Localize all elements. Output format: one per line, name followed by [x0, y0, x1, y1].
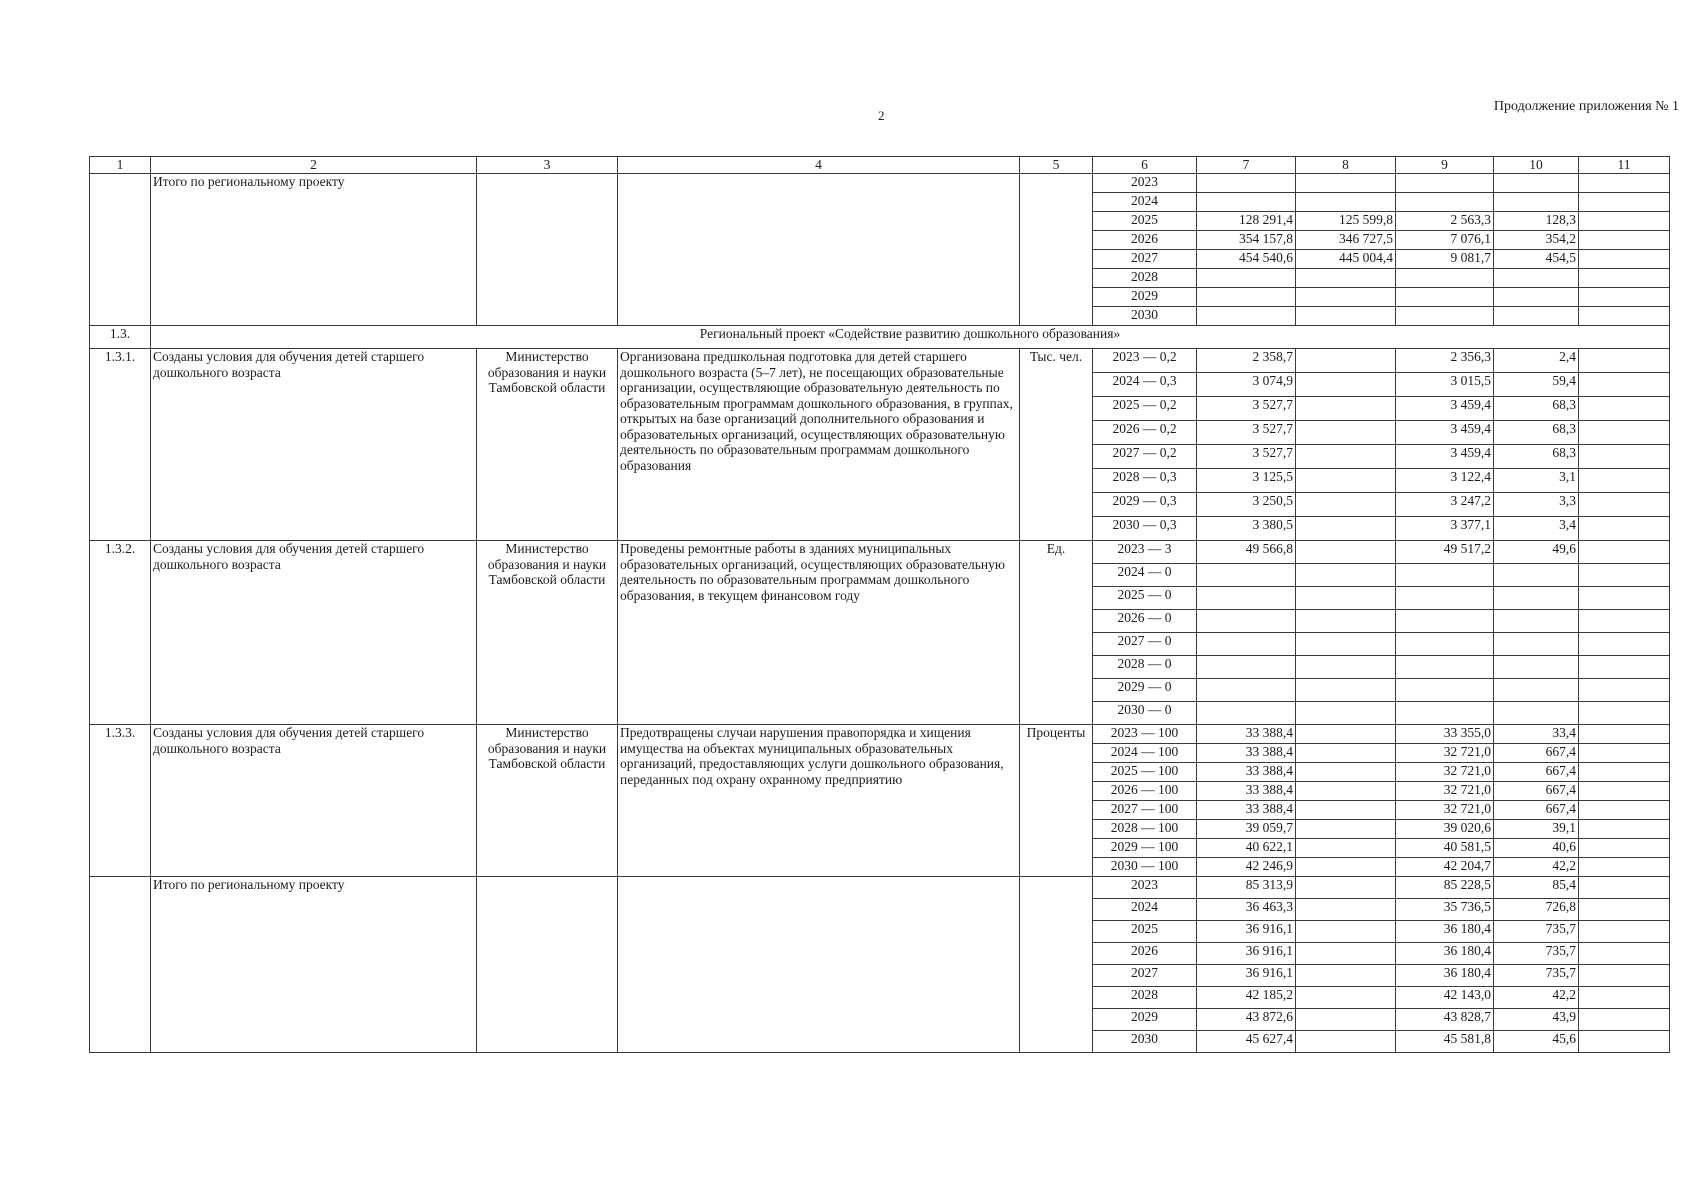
regional-budget-cell — [1396, 587, 1494, 610]
item-executor: Министерство образования и науки Тамбовской области — [477, 541, 618, 725]
federal-budget-cell — [1296, 858, 1396, 877]
item-name: Созданы условия для обучения детей старшего дошкольного возраста — [151, 541, 477, 725]
total-amount-cell: 3 527,7 — [1197, 445, 1296, 469]
column-number-header: 1 — [90, 157, 151, 174]
column-number-header: 5 — [1020, 157, 1093, 174]
table-row — [90, 174, 1670, 193]
regional-budget-cell: 2 563,3 — [1396, 212, 1494, 231]
local-budget-cell — [1494, 269, 1579, 288]
year-indicator-cell: 2023 — 3 — [1093, 541, 1197, 564]
regional-budget-cell: 32 721,0 — [1396, 782, 1494, 801]
local-budget-cell: 49,6 — [1494, 541, 1579, 564]
year-indicator-cell: 2026 — [1093, 231, 1197, 250]
other-sources-cell — [1579, 858, 1670, 877]
federal-budget-cell — [1296, 987, 1396, 1009]
year-indicator-cell: 2030 — 0 — [1093, 702, 1197, 725]
item-result — [618, 877, 1020, 1053]
total-amount-cell: 33 388,4 — [1197, 763, 1296, 782]
federal-budget-cell — [1296, 288, 1396, 307]
other-sources-cell — [1579, 877, 1670, 899]
regional-budget-cell: 3 247,2 — [1396, 493, 1494, 517]
other-sources-cell — [1579, 633, 1670, 656]
year-indicator-cell: 2025 — [1093, 921, 1197, 943]
regional-budget-cell: 49 517,2 — [1396, 541, 1494, 564]
regional-budget-cell — [1396, 633, 1494, 656]
year-indicator-cell: 2030 — 100 — [1093, 858, 1197, 877]
table-row — [90, 349, 1670, 373]
federal-budget-cell — [1296, 839, 1396, 858]
federal-budget-cell — [1296, 656, 1396, 679]
total-amount-cell — [1197, 633, 1296, 656]
year-indicator-cell: 2030 — [1093, 1031, 1197, 1053]
other-sources-cell — [1579, 445, 1670, 469]
year-indicator-cell: 2028 — [1093, 269, 1197, 288]
item-executor — [477, 174, 618, 326]
regional-budget-cell: 3 015,5 — [1396, 373, 1494, 397]
total-amount-cell: 36 916,1 — [1197, 943, 1296, 965]
federal-budget-cell — [1296, 469, 1396, 493]
total-amount-cell — [1197, 564, 1296, 587]
table-body — [90, 174, 1670, 1053]
other-sources-cell — [1579, 193, 1670, 212]
regional-budget-cell: 36 180,4 — [1396, 965, 1494, 987]
federal-budget-cell — [1296, 1009, 1396, 1031]
other-sources-cell — [1579, 899, 1670, 921]
local-budget-cell: 128,3 — [1494, 212, 1579, 231]
regional-budget-cell: 32 721,0 — [1396, 744, 1494, 763]
other-sources-cell — [1579, 610, 1670, 633]
year-indicator-cell: 2027 — 0 — [1093, 633, 1197, 656]
federal-budget-cell: 346 727,5 — [1296, 231, 1396, 250]
item-unit — [1020, 174, 1093, 326]
year-indicator-cell: 2026 — [1093, 943, 1197, 965]
total-amount-cell: 33 388,4 — [1197, 801, 1296, 820]
regional-budget-cell — [1396, 610, 1494, 633]
regional-budget-cell: 3 122,4 — [1396, 469, 1494, 493]
federal-budget-cell — [1296, 397, 1396, 421]
regional-budget-cell — [1396, 269, 1494, 288]
year-indicator-cell: 2025 — [1093, 212, 1197, 231]
item-unit: Проценты — [1020, 725, 1093, 877]
regional-budget-cell: 3 377,1 — [1396, 517, 1494, 541]
regional-budget-cell — [1396, 564, 1494, 587]
other-sources-cell — [1579, 782, 1670, 801]
federal-budget-cell: 125 599,8 — [1296, 212, 1396, 231]
federal-budget-cell — [1296, 943, 1396, 965]
federal-budget-cell — [1296, 763, 1396, 782]
regional-budget-cell: 45 581,8 — [1396, 1031, 1494, 1053]
item-unit: Тыс. чел. — [1020, 349, 1093, 541]
item-unit — [1020, 877, 1093, 1053]
item-number — [90, 877, 151, 1053]
item-result: Организована предшкольная подготовка для детей старшего дошкольного возраста (5–7 лет), не посещающих образовательные организации, осуществляющие образовательную деятельность по образовательным программам дошкольного образования, в группах, открытых на базе организаций дополнительного образования и образовательных организаций, осуществляющих образовательную деятельность по образовательным программам дошкольного образования — [618, 349, 1020, 541]
federal-budget-cell — [1296, 965, 1396, 987]
other-sources-cell — [1579, 725, 1670, 744]
local-budget-cell: 42,2 — [1494, 858, 1579, 877]
year-indicator-cell: 2026 — 0 — [1093, 610, 1197, 633]
regional-budget-cell: 36 180,4 — [1396, 921, 1494, 943]
local-budget-cell: 3,3 — [1494, 493, 1579, 517]
year-indicator-cell: 2026 — 100 — [1093, 782, 1197, 801]
other-sources-cell — [1579, 373, 1670, 397]
other-sources-cell — [1579, 587, 1670, 610]
federal-budget-cell — [1296, 744, 1396, 763]
total-amount-cell: 3 380,5 — [1197, 517, 1296, 541]
total-amount-cell: 42 246,9 — [1197, 858, 1296, 877]
federal-budget-cell — [1296, 541, 1396, 564]
year-indicator-cell: 2024 — 0,3 — [1093, 373, 1197, 397]
federal-budget-cell — [1296, 725, 1396, 744]
page-number: 2 — [878, 108, 885, 123]
appendix-continuation-note: Продолжение приложения № 1 — [1493, 99, 1679, 114]
year-indicator-cell: 2029 — 100 — [1093, 839, 1197, 858]
total-label: Итого по региональному проекту — [151, 174, 477, 326]
federal-budget-cell — [1296, 493, 1396, 517]
other-sources-cell — [1579, 656, 1670, 679]
other-sources-cell — [1579, 349, 1670, 373]
total-amount-cell: 3 527,7 — [1197, 421, 1296, 445]
column-number-header: 7 — [1197, 157, 1296, 174]
other-sources-cell — [1579, 212, 1670, 231]
year-indicator-cell: 2024 — 0 — [1093, 564, 1197, 587]
regional-budget-cell: 2 356,3 — [1396, 349, 1494, 373]
year-indicator-cell: 2028 — 0,3 — [1093, 469, 1197, 493]
regional-budget-cell: 9 081,7 — [1396, 250, 1494, 269]
local-budget-cell — [1494, 633, 1579, 656]
federal-budget-cell — [1296, 373, 1396, 397]
total-amount-cell: 128 291,4 — [1197, 212, 1296, 231]
local-budget-cell — [1494, 174, 1579, 193]
federal-budget-cell — [1296, 782, 1396, 801]
year-indicator-cell: 2024 — [1093, 193, 1197, 212]
other-sources-cell — [1579, 307, 1670, 326]
total-amount-cell: 36 463,3 — [1197, 899, 1296, 921]
other-sources-cell — [1579, 943, 1670, 965]
year-indicator-cell: 2030 — 0,3 — [1093, 517, 1197, 541]
other-sources-cell — [1579, 1009, 1670, 1031]
other-sources-cell — [1579, 469, 1670, 493]
local-budget-cell: 667,4 — [1494, 744, 1579, 763]
local-budget-cell — [1494, 288, 1579, 307]
regional-budget-cell: 32 721,0 — [1396, 801, 1494, 820]
other-sources-cell — [1579, 801, 1670, 820]
regional-budget-cell: 42 143,0 — [1396, 987, 1494, 1009]
federal-budget-cell — [1296, 307, 1396, 326]
local-budget-cell: 735,7 — [1494, 965, 1579, 987]
local-budget-cell: 2,4 — [1494, 349, 1579, 373]
other-sources-cell — [1579, 987, 1670, 1009]
regional-budget-cell: 36 180,4 — [1396, 943, 1494, 965]
regional-budget-cell: 33 355,0 — [1396, 725, 1494, 744]
regional-budget-cell: 85 228,5 — [1396, 877, 1494, 899]
total-amount-cell: 36 916,1 — [1197, 965, 1296, 987]
item-number: 1.3.2. — [90, 541, 151, 725]
column-number-header: 3 — [477, 157, 618, 174]
local-budget-cell: 354,2 — [1494, 231, 1579, 250]
total-amount-cell: 40 622,1 — [1197, 839, 1296, 858]
total-amount-cell — [1197, 610, 1296, 633]
year-indicator-cell: 2027 — [1093, 965, 1197, 987]
local-budget-cell: 3,4 — [1494, 517, 1579, 541]
item-number: 1.3.1. — [90, 349, 151, 541]
year-indicator-cell: 2028 — 100 — [1093, 820, 1197, 839]
year-indicator-cell: 2030 — [1093, 307, 1197, 326]
federal-budget-cell — [1296, 193, 1396, 212]
year-indicator-cell: 2024 — 100 — [1093, 744, 1197, 763]
local-budget-cell: 667,4 — [1494, 763, 1579, 782]
regional-budget-cell: 32 721,0 — [1396, 763, 1494, 782]
total-amount-cell — [1197, 679, 1296, 702]
local-budget-cell — [1494, 702, 1579, 725]
other-sources-cell — [1579, 397, 1670, 421]
table-header — [90, 157, 1670, 174]
total-amount-cell — [1197, 269, 1296, 288]
total-amount-cell: 3 250,5 — [1197, 493, 1296, 517]
year-indicator-cell: 2023 — 100 — [1093, 725, 1197, 744]
year-indicator-cell: 2028 — [1093, 987, 1197, 1009]
other-sources-cell — [1579, 421, 1670, 445]
local-budget-cell — [1494, 307, 1579, 326]
total-amount-cell — [1197, 193, 1296, 212]
year-indicator-cell: 2027 — [1093, 250, 1197, 269]
column-number-header: 6 — [1093, 157, 1197, 174]
local-budget-cell: 45,6 — [1494, 1031, 1579, 1053]
local-budget-cell: 39,1 — [1494, 820, 1579, 839]
total-amount-cell — [1197, 174, 1296, 193]
total-amount-cell: 39 059,7 — [1197, 820, 1296, 839]
total-amount-cell: 354 157,8 — [1197, 231, 1296, 250]
item-executor: Министерство образования и науки Тамбовской области — [477, 725, 618, 877]
federal-budget-cell — [1296, 564, 1396, 587]
year-indicator-cell: 2029 — [1093, 1009, 1197, 1031]
table-row — [90, 541, 1670, 564]
other-sources-cell — [1579, 517, 1670, 541]
column-number-header: 2 — [151, 157, 477, 174]
year-indicator-cell: 2024 — [1093, 899, 1197, 921]
item-result — [618, 174, 1020, 326]
local-budget-cell: 33,4 — [1494, 725, 1579, 744]
federal-budget-cell — [1296, 702, 1396, 725]
local-budget-cell: 667,4 — [1494, 782, 1579, 801]
year-indicator-cell: 2025 — 100 — [1093, 763, 1197, 782]
item-result: Предотвращены случаи нарушения правопорядка и хищения имущества на объектах муниципальных образовательных организаций, предоставляющих услуги дошкольного образования, переданных под охрану охранному предприятию — [618, 725, 1020, 877]
item-name: Созданы условия для обучения детей старшего дошкольного возраста — [151, 725, 477, 877]
item-executor — [477, 877, 618, 1053]
other-sources-cell — [1579, 250, 1670, 269]
local-budget-cell: 726,8 — [1494, 899, 1579, 921]
total-amount-cell: 2 358,7 — [1197, 349, 1296, 373]
item-unit: Ед. — [1020, 541, 1093, 725]
federal-budget-cell — [1296, 1031, 1396, 1053]
table-row — [90, 725, 1670, 744]
other-sources-cell — [1579, 820, 1670, 839]
year-indicator-cell: 2029 — [1093, 288, 1197, 307]
federal-budget-cell — [1296, 445, 1396, 469]
year-indicator-cell: 2025 — 0 — [1093, 587, 1197, 610]
regional-budget-cell — [1396, 702, 1494, 725]
regional-budget-cell: 3 459,4 — [1396, 421, 1494, 445]
regional-budget-cell: 7 076,1 — [1396, 231, 1494, 250]
total-amount-cell: 49 566,8 — [1197, 541, 1296, 564]
federal-budget-cell: 445 004,4 — [1296, 250, 1396, 269]
other-sources-cell — [1579, 839, 1670, 858]
regional-budget-cell — [1396, 656, 1494, 679]
local-budget-cell: 735,7 — [1494, 921, 1579, 943]
total-amount-cell — [1197, 656, 1296, 679]
total-amount-cell: 36 916,1 — [1197, 921, 1296, 943]
federal-budget-cell — [1296, 269, 1396, 288]
local-budget-cell: 59,4 — [1494, 373, 1579, 397]
regional-budget-cell: 39 020,6 — [1396, 820, 1494, 839]
year-indicator-cell: 2026 — 0,2 — [1093, 421, 1197, 445]
federal-budget-cell — [1296, 801, 1396, 820]
total-amount-cell: 33 388,4 — [1197, 725, 1296, 744]
year-indicator-cell: 2023 — [1093, 174, 1197, 193]
local-budget-cell — [1494, 656, 1579, 679]
year-indicator-cell: 2025 — 0,2 — [1093, 397, 1197, 421]
total-amount-cell: 33 388,4 — [1197, 782, 1296, 801]
total-amount-cell: 454 540,6 — [1197, 250, 1296, 269]
appendix-table — [89, 156, 1670, 1053]
total-amount-cell: 3 125,5 — [1197, 469, 1296, 493]
federal-budget-cell — [1296, 421, 1396, 445]
federal-budget-cell — [1296, 877, 1396, 899]
total-amount-cell: 85 313,9 — [1197, 877, 1296, 899]
local-budget-cell: 3,1 — [1494, 469, 1579, 493]
item-number — [90, 174, 151, 326]
other-sources-cell — [1579, 493, 1670, 517]
local-budget-cell: 40,6 — [1494, 839, 1579, 858]
year-indicator-cell: 2028 — 0 — [1093, 656, 1197, 679]
total-label: Итого по региональному проекту — [151, 877, 477, 1053]
column-number-header: 4 — [618, 157, 1020, 174]
local-budget-cell — [1494, 679, 1579, 702]
federal-budget-cell — [1296, 679, 1396, 702]
federal-budget-cell — [1296, 517, 1396, 541]
other-sources-cell — [1579, 679, 1670, 702]
local-budget-cell: 68,3 — [1494, 397, 1579, 421]
local-budget-cell — [1494, 193, 1579, 212]
federal-budget-cell — [1296, 587, 1396, 610]
item-result: Проведены ремонтные работы в зданиях муниципальных образовательных организаций, осуществляющих образовательную деятельность по образовательным программам дошкольного образования, в текущем финансовом году — [618, 541, 1020, 725]
year-indicator-cell: 2023 — [1093, 877, 1197, 899]
local-budget-cell — [1494, 564, 1579, 587]
federal-budget-cell — [1296, 899, 1396, 921]
other-sources-cell — [1579, 965, 1670, 987]
total-amount-cell — [1197, 702, 1296, 725]
local-budget-cell: 42,2 — [1494, 987, 1579, 1009]
total-amount-cell — [1197, 288, 1296, 307]
year-indicator-cell: 2027 — 100 — [1093, 801, 1197, 820]
item-executor: Министерство образования и науки Тамбовской области — [477, 349, 618, 541]
local-budget-cell: 735,7 — [1494, 943, 1579, 965]
local-budget-cell: 68,3 — [1494, 421, 1579, 445]
total-amount-cell — [1197, 307, 1296, 326]
year-indicator-cell: 2029 — 0 — [1093, 679, 1197, 702]
local-budget-cell — [1494, 587, 1579, 610]
regional-budget-cell: 40 581,5 — [1396, 839, 1494, 858]
section-title: Региональный проект «Содействие развитию дошкольного образования» — [151, 326, 1670, 349]
column-number-header: 10 — [1494, 157, 1579, 174]
year-indicator-cell: 2023 — 0,2 — [1093, 349, 1197, 373]
total-amount-cell — [1197, 587, 1296, 610]
local-budget-cell — [1494, 610, 1579, 633]
federal-budget-cell — [1296, 349, 1396, 373]
column-number-header: 8 — [1296, 157, 1396, 174]
total-amount-cell: 42 185,2 — [1197, 987, 1296, 1009]
federal-budget-cell — [1296, 820, 1396, 839]
other-sources-cell — [1579, 174, 1670, 193]
other-sources-cell — [1579, 288, 1670, 307]
regional-budget-cell: 43 828,7 — [1396, 1009, 1494, 1031]
total-amount-cell: 3 074,9 — [1197, 373, 1296, 397]
federal-budget-cell — [1296, 610, 1396, 633]
regional-budget-cell — [1396, 307, 1494, 326]
table-row — [90, 877, 1670, 899]
total-amount-cell: 3 527,7 — [1197, 397, 1296, 421]
local-budget-cell: 43,9 — [1494, 1009, 1579, 1031]
local-budget-cell: 68,3 — [1494, 445, 1579, 469]
section-row — [90, 326, 1670, 349]
other-sources-cell — [1579, 702, 1670, 725]
other-sources-cell — [1579, 231, 1670, 250]
total-amount-cell: 45 627,4 — [1197, 1031, 1296, 1053]
local-budget-cell: 667,4 — [1494, 801, 1579, 820]
federal-budget-cell — [1296, 633, 1396, 656]
regional-budget-cell — [1396, 288, 1494, 307]
regional-budget-cell — [1396, 193, 1494, 212]
other-sources-cell — [1579, 921, 1670, 943]
local-budget-cell: 454,5 — [1494, 250, 1579, 269]
regional-budget-cell: 3 459,4 — [1396, 445, 1494, 469]
regional-budget-cell: 35 736,5 — [1396, 899, 1494, 921]
other-sources-cell — [1579, 744, 1670, 763]
local-budget-cell: 85,4 — [1494, 877, 1579, 899]
other-sources-cell — [1579, 1031, 1670, 1053]
year-indicator-cell: 2027 — 0,2 — [1093, 445, 1197, 469]
federal-budget-cell — [1296, 921, 1396, 943]
other-sources-cell — [1579, 763, 1670, 782]
item-number: 1.3.3. — [90, 725, 151, 877]
other-sources-cell — [1579, 541, 1670, 564]
regional-budget-cell — [1396, 174, 1494, 193]
column-number-header: 11 — [1579, 157, 1670, 174]
column-number-header: 9 — [1396, 157, 1494, 174]
regional-budget-cell: 3 459,4 — [1396, 397, 1494, 421]
other-sources-cell — [1579, 269, 1670, 288]
other-sources-cell — [1579, 564, 1670, 587]
federal-budget-cell — [1296, 174, 1396, 193]
item-name: Созданы условия для обучения детей старшего дошкольного возраста — [151, 349, 477, 541]
section-number: 1.3. — [90, 326, 151, 349]
regional-budget-cell — [1396, 679, 1494, 702]
regional-budget-cell: 42 204,7 — [1396, 858, 1494, 877]
year-indicator-cell: 2029 — 0,3 — [1093, 493, 1197, 517]
total-amount-cell: 43 872,6 — [1197, 1009, 1296, 1031]
total-amount-cell: 33 388,4 — [1197, 744, 1296, 763]
